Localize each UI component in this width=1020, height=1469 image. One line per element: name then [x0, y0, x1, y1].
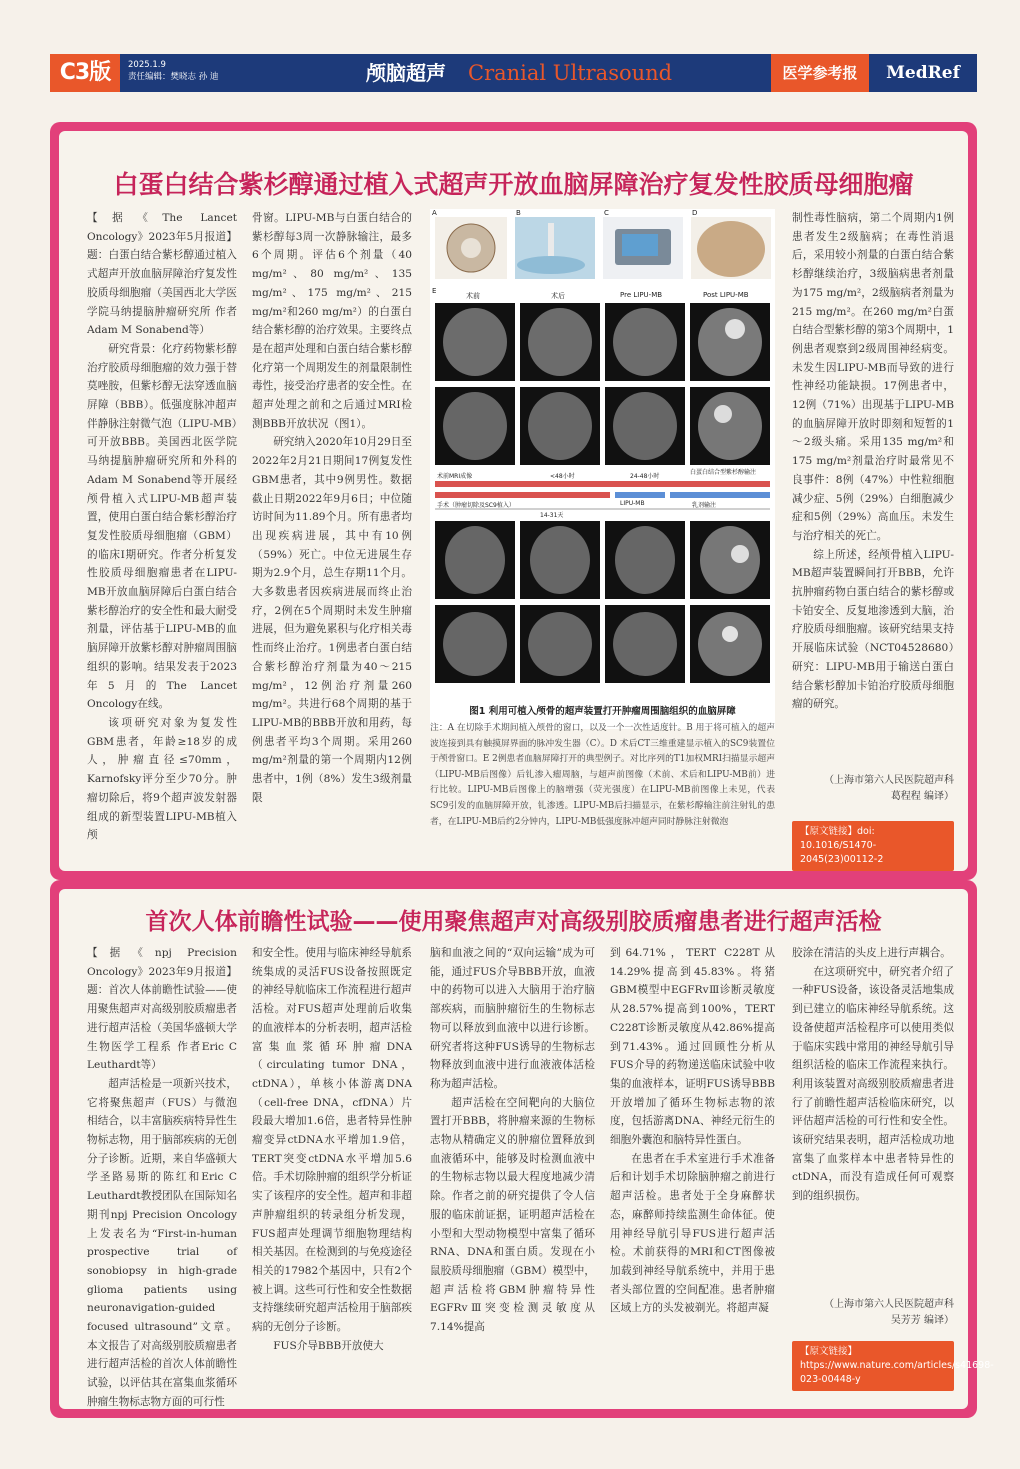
timeline-label-48h: <48小时 — [550, 473, 575, 480]
issue-date-block — [128, 59, 218, 83]
brain-slice — [613, 612, 677, 676]
brain-slice — [698, 392, 762, 460]
article-2-card — [50, 880, 994, 1418]
implant-center — [461, 238, 481, 258]
gadolinium-enhancement — [725, 319, 745, 339]
article-2-column-3 — [430, 944, 595, 1396]
article-2-url-link[interactable]: 【原文链接】https://www.nature.com/articles/s41698-023-00448-y — [792, 1341, 954, 1391]
article-1-card — [50, 122, 977, 880]
skull-ct — [697, 221, 765, 277]
timeline-bar-mri — [435, 481, 770, 487]
article-2-column-2 — [252, 944, 412, 1396]
responsible-editors: 责任编辑：樊晓志 孙 迪 — [128, 72, 219, 82]
article-1-source-org: （上海市第六人民医院超声科 — [824, 775, 954, 786]
mri-row-2 — [435, 387, 770, 465]
timeline-bar-lipu — [615, 492, 665, 498]
gadolinium-enhancement — [722, 626, 738, 642]
timeline-label-24-48h: 24-48小时 — [630, 473, 660, 480]
article-2-paragraph: 超声活检在空间靶向的大脑位置打开BBB，将肿瘤来源的生物标志物从精确定义的肿瘤位置释放到血液循环中，能够及时检测血液中的生物标志物以最大程度地减少清除。作者之前的研究提供了令人信服的临床前证据，证明超声活检在小型和大型动物模型中富集了循环RNA、DNA和蛋白质。发现在小鼠胶质母细胞瘤（GBM）模型中，超声活检将GBM肿瘤特异性EGFRvⅢ突变检测灵敏度从7.14%提高 — [430, 1096, 595, 1334]
timeline-label-mri: 术前MRI成像 — [437, 473, 473, 480]
brain-slice — [700, 526, 760, 594]
figure-1-caption: 图1 利用可植入颅骨的超声装置打开肿瘤周围脑组织的血脑屏障 — [469, 706, 736, 717]
article-2-column-1 — [87, 944, 237, 1408]
brain-slice — [698, 612, 762, 676]
brain-slice — [530, 526, 590, 594]
brain-slice — [528, 612, 592, 676]
article-2-lead: 【据《npj Precision Oncology》2023年9月报道】题：首次人体前瞻性试验——使用聚焦超声对高级别胶质瘤患者进行超声活检（美国华盛顿大学生物医学工程系 作者Eric C Leuthardt等） — [87, 947, 237, 1072]
article-1-source — [792, 773, 954, 805]
column-label-preop: 术前 — [466, 292, 480, 300]
mri-row-3 — [435, 521, 770, 599]
brain-slice — [613, 392, 677, 460]
article-2-paragraph: 脑和血液之间的“双向运输”成为可能，通过FUS介导BBB开放，血液中的药物可以进入大脑用于治疗脑部疾病，而脑肿瘤衍生的生物标志物可以释放到血液中以进行诊断。研究者将这种FUS诱导的生物标志物释放到血液中进行血液液体活检称为超声活检。 — [430, 947, 595, 1090]
timeline-label-days: 14-31天 — [540, 512, 564, 519]
article-1-paragraph: 制性毒性脑病，第二个周期内1例患者发生2级脑病；在毒性消退后，采用较小剂量的白蛋白结合紫杉醇继续治疗，3级脑病患者剂量为175 mg/m²，2级脑病者剂量为215 mg/m²。在260 mg/m²白蛋白结合型紫杉醇的第3个周期中，1例患者观察到2级周围神经病变。未发生因LIPU-MB而导致的进行性神经功能缺损。17例患者中，12例（71%）出现基于LIPU-MB的血脑屏障开放时即刻和短暂的1～2级头痛。采用135 mg/m²和175 mg/m²剂量治疗时最常见不良事件：8例（47%）中性粒细胞减少症、5例（29%）白细胞减少症和5例（29%）高血压。未发生与治疗相关的死亡。 — [792, 212, 954, 542]
figure-1-image — [430, 209, 775, 699]
section-title-en: Cranial Ultrasound — [468, 61, 673, 85]
figure-label-c: C — [604, 209, 609, 217]
column-label-post-lipu: Post LIPU-MB — [703, 291, 749, 299]
timeline-label-emulsion: 乳剂输注 — [692, 502, 717, 509]
brain-slice — [528, 308, 592, 376]
article-1-column-2 — [252, 209, 412, 809]
brain-slice — [443, 612, 507, 676]
brain-slice — [443, 308, 507, 376]
brand-name-en: MedRef — [886, 63, 960, 83]
article-1-column-1 — [87, 209, 237, 842]
figure-1 — [430, 209, 775, 729]
article-2-translator: 吴芳芳 编译） — [890, 1315, 954, 1326]
edition-number: C3版 — [50, 54, 120, 92]
article-2-paragraph: 超声活检是一项新兴技术，它将聚焦超声（FUS）与微泡相结合，以丰富脑疾病特异性生物标志物，用于脑部疾病的无创分子诊断。近期，来自华盛顿大学圣路易斯的陈红和Eric C Leuthardt教授团队在国际知名期刊npj Precision Oncology上发表名为“First-in-human prospective trial of sonobiopsy in high-grade glioma patients using neuronavigation-guided focused ultrasound”文章。本文报告了对高级别胶质瘤患者进行超声活检的首次人体前瞻性试验，以评估其在富集血浆循环肿瘤生物标志物方面的可行性 — [87, 1077, 237, 1408]
timeline-label-lipu: LIPU-MB — [620, 500, 645, 507]
masthead — [50, 54, 977, 92]
gadolinium-enhancement — [714, 405, 732, 423]
column-label-postop: 术后 — [551, 292, 565, 300]
article-2-source — [792, 1297, 954, 1329]
brain-slice — [615, 526, 675, 594]
article-2-paragraph: 在患者在手术室进行手术准备后和计划手术切除脑肿瘤之前进行超声活检。患者处于全身麻醉状态，麻醉师持续监测生命体征。使用神经导航引导FUS进行超声活检。术前获得的MRI和CT图像被加载到神经导航系统中，并用于患者头部位置的空间配准。患者肿瘤区域上方的头发被剃光。将超声凝 — [610, 1152, 775, 1315]
article-1-paragraph: 综上所述，经颅骨植入LIPU-MB超声装置瞬间打开BBB，允许抗肿瘤药物白蛋白结合的紫杉醇或卡铂安全、反复地渗透到大脑，治疗胶质母细胞瘤。该研究结果支持开展临床试验（NCT04528680）研究：LIPU-MB用于输送白蛋白结合紫杉醇加卡铂治疗胶质母细胞瘤的研究。 — [792, 548, 954, 711]
article-1-translator: 葛程程 编译） — [890, 791, 954, 802]
figure-label-e: E — [432, 287, 437, 295]
mri-row-4 — [435, 605, 770, 683]
article-2-paragraph: 胶涂在清洁的头皮上进行声耦合。 — [792, 947, 951, 959]
brain-slice — [698, 308, 762, 376]
needle-connector — [548, 223, 554, 257]
brain-slice — [528, 392, 592, 460]
brain-slice — [445, 526, 505, 594]
article-1-paragraph: 该项研究对象为复发性GBM患者，年龄≥18岁的成人，肿瘤直径≤70mm，Karnofsky评分至少70分。肿瘤切除后，将9个超声波发射器组成的新型装置LIPU-MB植入颅 — [87, 716, 237, 842]
figure-label-b: B — [516, 209, 521, 217]
gel-surface — [517, 256, 585, 274]
article-2-title: 首次人体前瞻性试验——使用聚焦超声对高级别胶质瘤患者进行超声活检 — [145, 909, 882, 935]
mri-row-1 — [435, 303, 770, 381]
article-2-column-4 — [610, 944, 775, 1396]
gadolinium-enhancement — [731, 545, 749, 563]
article-2-paragraph: 在这项研究中，研究者介绍了一种FUS设备，该设备灵活地集成到已建立的临床神经导航系统。这设备使超声活检程序可以使用类似于临床实践中常用的神经导航引导组织活检的临床工作流程来执行。利用该装置对高级别胶质瘤患者进行了前瞻性超声活检临床研究，以评估超声活检的可行性和安全性。该研究结果表明，超声活检成功地富集了血浆样本中患者特异性的ctDNA，而没有造成任何可观察到的组织损伤。 — [792, 965, 954, 1203]
timeline-bar-infusion — [670, 492, 770, 498]
article-1-paragraph: 研究背景：化疗药物紫杉醇治疗胶质母细胞瘤的效力强于替莫唑胺，但紫杉醇无法穿透血脑屏障（BBB）。低强度脉冲超声伴静脉注射微气泡（LIPU-MB）可开放BBB。美国西北医学院马纳提脑肿瘤研究所和外科的Adam M Sonabend等开展经颅骨植入式LIPU-MB超声装置，使用白蛋白结合紫杉醇治疗复发性胶质母细胞瘤（GBM）的临床Ⅰ期研究。作者分析复发性胶质母细胞瘤患者在LIPU-MB开放血脑屏障后白蛋白结合紫杉醇治疗的安全性和最大耐受剂量，评估基于LIPU-MB的血脑屏障开放紫杉醇对肿瘤周围脑组织的影响。结果发表于2023年5月的The Lancet Oncology在线。 — [87, 342, 237, 711]
figure-1-note: 注：A 在切除手术期间植入颅骨的窗口，以及一个一次性适度针。B 用于将可植入的超声波连接到具有触摸屏界面的脉冲发生器（C）。D 术后CT三维重建显示植入的SC9装置位于颅骨窗口。E 2例患者血脑屏障打开的典型例子。对比序列的T1加权MRI扫描显示超声（LIPU-MB后图像）后钆渗入瘤周脑，与超声前图像（术前、术后和LIPU-MB前）进行比较。LIPU-MB后图像上的脑增强（荧光强度）在LIPU-MB前图像上未见，代表SC9引发的血脑屏障开放，钆渗透。LIPU-MB后扫描显示，在紫杉醇输注前注射钆的患者，在LIPU-MB后约2分钟内，LIPU-MB低强度脉冲超声同时静脉注射微泡 — [430, 723, 775, 827]
article-2-source-org: （上海市第六人民医院超声科 — [824, 1299, 954, 1310]
article-1-paragraph: 骨窗。LIPU-MB与白蛋白结合的紫杉醇每3周一次静脉输注，最多6个周期。评估6个剂量（40 mg/m²、80 mg/m²、135 mg/m²、175 mg/m²、215 mg/m²和260 mg/m²）的白蛋白结合紫杉醇的治疗效果。主要终点是在超声处理和白蛋白结合紫杉醇化疗第一个周期发生的剂量限制性毒性，接受治疗患者的安全性。在超声处理之前和之后通过MRI检测BBB开放状况（图1）。 — [252, 212, 412, 430]
article-1-title: 白蛋白结合紫杉醇通过植入式超声开放血脑屏障治疗复发性胶质母细胞瘤 — [113, 170, 914, 199]
figure-label-a: A — [432, 209, 437, 217]
article-2-column-5 — [792, 944, 954, 1294]
article-1-doi-link[interactable]: 【原文链接】doi: 10.1016/S1470-2045(23)00112-2 — [792, 821, 954, 871]
timeline-bar-surgery — [435, 492, 610, 498]
touchscreen — [622, 234, 658, 256]
figure-label-d: D — [692, 209, 698, 217]
article-1-column-3 — [792, 209, 954, 769]
brain-slice — [443, 392, 507, 460]
article-1-paragraph: 研究纳入2020年10月29日至2022年2月21日期间17例复发性GBM患者，其中9例男性。数据截止日期2022年9月6日；中位随访时间为11.89个月。所有患者均出现疾病进展，其中有10例（59%）死亡。中位无进展生存期为2.9个月，总生存期11个月。大多数患者因疾病进展而终止治疗，2例在5个周期时未发生肿瘤进展，但为避免累积与化疗相关毒性而终止治疗。1例患者白蛋白结合紫杉醇治疗剂量为40～215 mg/m²，12例治疗剂量260 mg/m²。共进行68个周期的基于LIPU-MB的BBB开放和用药，每例患者平均3个周期。采用260 mg/m²剂量的第一个周期内12例患者中，1例（8%）发生3级剂量限 — [252, 436, 412, 804]
section-title-cn: 颅脑超声 — [366, 61, 446, 85]
issue-date: 2025.1.9 — [128, 60, 166, 70]
article-2-paragraph: 到64.71%，TERT C228T从14.29%提高到45.83%。将猪GBM模型中EGFRvⅢ诊断灵敏度从28.57%提高到100%，TERT C228T诊断灵敏度从42.86%提高到71.43%。通过回顾性分析从FUS介导的药物递送临床试验中收集的血液样本，证明FUS诱导BBB开放增加了循环生物标志物的浓度，包括游离DNA、神经元衍生的细胞外囊泡和脑特异性蛋白。 — [610, 947, 775, 1147]
brand-name-cn: 医学参考报 — [771, 54, 869, 92]
column-label-pre-lipu: Pre LIPU-MB — [620, 291, 663, 299]
timeline-label-surgery: 手术（肿瘤切除及SC9植入） — [437, 502, 515, 509]
article-2-paragraph: FUS介导BBB开放使大 — [273, 1339, 384, 1352]
article-1-lead: 【据《The Lancet Oncology》2023年5月报道】题：白蛋白结合紫杉醇通过植入式超声开放血脑屏障治疗复发性胶质母细胞瘤（美国西北大学医学院马纳提脑肿瘤研究所 作者Adam M Sonabend等） — [87, 212, 237, 337]
article-2-paragraph: 和安全性。使用与临床神经导航系统集成的灵活FUS设备按照既定的神经导航临床工作流程进行超声活检。对FUS超声处理前后收集的血液样本的分析表明，超声活检富集血浆循环肿瘤DNA（circulating tumor DNA，ctDNA），单核小体游离DNA（cell-free DNA，cfDNA）片段最大增加1.6倍，患者特异性肿瘤变异ctDNA水平增加1.9倍，TERT突变ctDNA水平增加5.6倍。手术切除肿瘤的组织学分析证实了该程序的安全性。超声和非超声肿瘤组织的转录组分析发现，FUS超声处理调节细胞物理结构相关基因。在检测到的与免疫途径相关的17982个基因中，只有2个被上调。这些可行性和安全性数据支持继续研究超声活检用于脑部疾病的无创分子诊断。 — [252, 947, 412, 1334]
timeline-label-paclitaxel: 白蛋白结合型紫杉醇输注 — [690, 469, 757, 476]
brain-slice — [613, 308, 677, 376]
